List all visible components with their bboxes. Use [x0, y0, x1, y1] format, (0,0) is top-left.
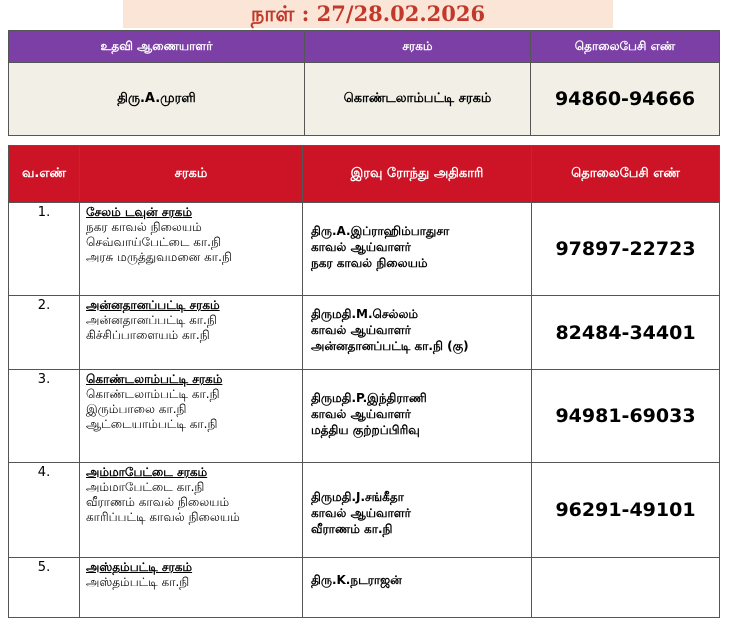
column-header: இரவு ரோந்து அதிகாரி: [303, 146, 532, 203]
station-name: நகர காவல் நிலையம்: [86, 220, 202, 234]
officer-cell: [303, 463, 532, 558]
officer-name: திருமதி.J.சங்கீதா: [311, 490, 404, 504]
station-name: இரும்பாலை கா.நி: [86, 402, 187, 416]
table-row: [9, 370, 720, 463]
phone-number: 94860-94666: [531, 63, 720, 136]
officer-name: திரு.A.முரளி: [9, 63, 305, 136]
table-row: [9, 63, 720, 136]
officer-cell: [303, 370, 532, 463]
officer-rank: காவல் ஆய்வாளர்: [311, 506, 411, 520]
column-header: வ.எண்: [9, 146, 80, 203]
officer-station: நகர காவல் நிலையம்: [311, 256, 428, 270]
phone-number: [532, 558, 720, 618]
station-name: வீராணம் காவல் நிலையம்: [86, 495, 230, 509]
officer-name: திருமதி.P.இந்திராணி: [311, 391, 427, 405]
officer-cell: [303, 296, 532, 370]
column-header: தொலைபேசி எண்: [532, 146, 720, 203]
phone-number: 96291-49101: [532, 463, 720, 558]
table-row: [9, 296, 720, 370]
officer-rank: காவல் ஆய்வாளர்: [311, 323, 411, 337]
phone-number: 82484-34401: [532, 296, 720, 370]
table-header-row: [9, 146, 720, 203]
serial-number: 5.: [9, 558, 80, 618]
zone-title: அம்மாபேட்டை சரகம்: [86, 465, 208, 479]
phone-number: 94981-69033: [532, 370, 720, 463]
station-name: அரசு மருத்துவமனை கா.நி: [86, 250, 232, 264]
phone-number: 97897-22723: [532, 203, 720, 296]
column-header: தொலைபேசி எண்: [531, 31, 720, 63]
table-header-row: [9, 31, 720, 63]
zone-cell: [80, 463, 303, 558]
officer-rank: காவல் ஆய்வாளர்: [311, 240, 411, 254]
station-name: அன்னதானப்பட்டி கா.நி: [86, 313, 217, 327]
officer-name: திருமதி.M.செல்லம்: [311, 307, 419, 321]
column-header: சரகம்: [80, 146, 303, 203]
zone-cell: [80, 203, 303, 296]
serial-number: 3.: [9, 370, 80, 463]
serial-number: 1.: [9, 203, 80, 296]
zone-name: கொண்டலாம்பட்டி சரகம்: [305, 63, 531, 136]
zone-cell: [80, 296, 303, 370]
station-name: கிச்சிப்பாளையம் கா.நி: [86, 328, 210, 342]
officer-station: வீராணம் கா.நி: [311, 522, 393, 536]
zone-title: அஸ்தம்பட்டி சரகம்: [86, 560, 193, 574]
date-banner: நாள் : 27/28.02.2026: [123, 0, 613, 28]
officer-cell: [303, 558, 532, 618]
assistant-commissioner-table: [8, 30, 720, 136]
zone-title: கொண்டலாம்பட்டி சரகம்: [86, 372, 223, 386]
officer-rank: காவல் ஆய்வாளர்: [311, 407, 411, 421]
table-row: [9, 203, 720, 296]
zone-cell: [80, 558, 303, 618]
officer-station: மத்திய குற்றப்பிரிவு: [311, 423, 420, 437]
officer-name: திரு.A.இப்ராஹிம்பாதுசா: [311, 224, 450, 238]
officer-name: திரு.K.நடராஜன்: [311, 573, 402, 587]
night-patrol-table: [8, 145, 720, 618]
station-name: அம்மாபேட்டை கா.நி: [86, 480, 205, 494]
zone-title: அன்னதானப்பட்டி சரகம்: [86, 298, 220, 312]
serial-number: 4.: [9, 463, 80, 558]
station-name: செவ்வாய்பேட்டை கா.நி: [86, 235, 221, 249]
zone-title: சேலம் டவுன் சரகம்: [86, 205, 192, 219]
column-header: சரகம்: [305, 31, 531, 63]
column-header: உதவி ஆணையாளர்: [9, 31, 305, 63]
table-row: [9, 558, 720, 618]
officer-cell: [303, 203, 532, 296]
station-name: காரிப்பட்டி காவல் நிலையம்: [86, 510, 240, 524]
serial-number: 2.: [9, 296, 80, 370]
table-row: [9, 463, 720, 558]
station-name: ஆட்டையாம்பட்டி கா.நி: [86, 417, 218, 431]
officer-station: அன்னதானப்பட்டி கா.நி (கு): [311, 339, 469, 353]
station-name: கொண்டலாம்பட்டி கா.நி: [86, 387, 220, 401]
station-name: அஸ்தம்பட்டி கா.நி: [86, 575, 190, 589]
zone-cell: [80, 370, 303, 463]
